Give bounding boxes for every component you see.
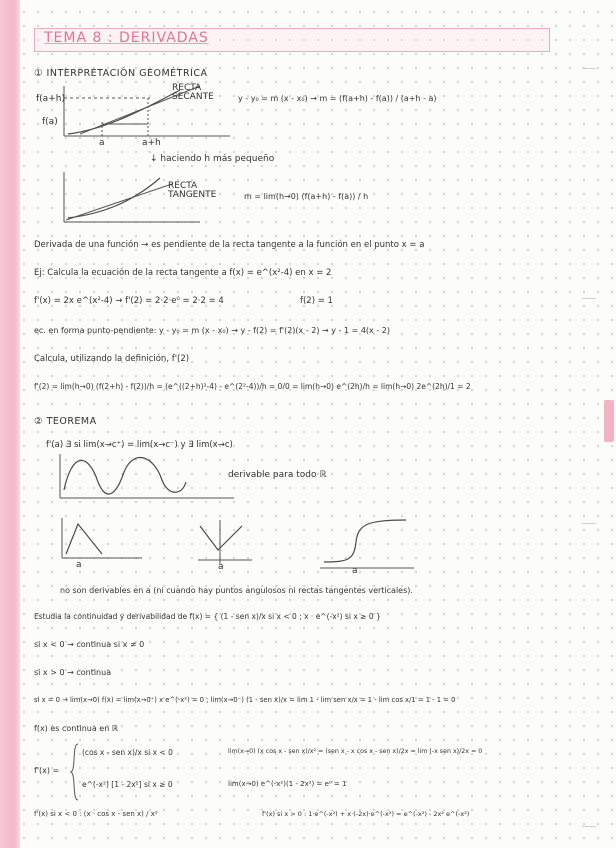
tick-a-vshape: a: [218, 562, 224, 572]
page-title: TEMA 8 : DERIVADAS: [44, 30, 209, 46]
vertical-tangent-graph: [318, 512, 418, 572]
label-fa: f(a): [42, 117, 58, 127]
example-definition-task: Calcula, utilizando la definición, f'(2): [34, 354, 190, 364]
smooth-function-graph: [58, 452, 238, 504]
corner-point-graph: [58, 514, 148, 568]
derivative-right-limit: lim(x→0) e^(-x²)(1 - 2x²) = e⁰ = 1: [228, 780, 347, 788]
v-shape-graph: [196, 518, 256, 568]
case-x-positive: si x > 0 → continua: [34, 668, 112, 677]
page-tab-marker: [604, 400, 614, 442]
limit-note: ↓ haciendo h más pequeño: [150, 154, 275, 164]
derivable-note: derivable para todo ℝ: [228, 470, 327, 480]
tick-a-plus-h: a+h: [142, 138, 161, 148]
theorem-statement: f'(a) ∃ si lim(x→c⁺) = lim(x→c⁻) y ∃ lim(x→c): [46, 440, 233, 450]
example-intro: Ej: Calcula la ecuación de la recta tangente a f(x) = e^(x²-4) en x = 2: [34, 268, 332, 278]
binder-hole-mark: [582, 298, 596, 299]
derivative-left-limit: lim(x→0) (x cos x - sen x)/x² = (sen x - x cos x - sen x)/2x = lim (-x sen x)/2x = 0: [228, 748, 483, 755]
case-x-zero: si x = 0 → lim(x→0) f(x) = lim(x→0⁺) x e^(-x²) = 0 ; lim(x→0⁻) (1 - sen x)/x = lim 1 - lim sen x/x = 1 - lim cos x/1 = 1 - 1 = 0: [34, 696, 456, 704]
tangent-label: RECTA TANGENTE: [168, 181, 217, 200]
section-2-title: ② TEOREMA: [34, 416, 97, 427]
example-limit-computation: f'(2) = lim(h→0) (f(2+h) - f(2))/h = (e^((2+h)²-4) - e^(2²-4))/h = 0/0 = lim(h→0) e^(2h)/h = lim(h→0) 2e^(2h)/1 = 2: [34, 382, 471, 391]
example-derivative: f'(x) = 2x e^(x²-4) → f'(2) = 2·2·e⁰ = 2·2 = 4: [34, 296, 224, 306]
tick-a-vertical: a: [352, 566, 358, 576]
secant-slope-equation: y - y₀ = m (x - x₀) → m = (f(a+h) - f(a)) / (a+h - a): [238, 94, 437, 103]
continuity-conclusion: f(x) es continua en ℝ: [34, 724, 119, 733]
derivative-label: f'(x) =: [34, 766, 60, 775]
pink-margin-strip: [0, 0, 20, 848]
tick-a: a: [99, 138, 105, 148]
non-derivable-note: no son derivables en a (ni cuando hay puntos angulosos ni rectas tangentes verticales).: [60, 586, 413, 595]
secant-label: RECTA SECANTE: [172, 83, 214, 102]
tangent-slope-equation: m = lim(h→0) (f(a+h) - f(a)) / h: [244, 192, 369, 201]
example-tangent-line: ec. en forma punto-pendiente: y - y₀ = m (x - x₀) → y - f(2) = f'(2)(x - 2) → y - 1 = 4(x - 2): [34, 326, 390, 335]
derivative-definition: Derivada de una función → es pendiente de la recta tangente a la función en el punto x = a: [34, 240, 425, 250]
binder-hole-mark: [582, 826, 596, 827]
example-f2: f(2) = 1: [300, 296, 333, 306]
binder-hole-mark: [582, 68, 596, 69]
label-fah: f(a+h): [36, 94, 65, 104]
final-derivative-right: f'(x) si x > 0 : 1·e^(-x²) + x·(-2x)·e^(-x²) = e^(-x²) - 2x² e^(-x²): [262, 810, 470, 818]
case-x-negative: si x < 0 → continua si x ≠ 0: [34, 640, 145, 649]
final-derivative-left: f'(x) si x < 0 : (x · cos x - sen x) / x²: [34, 810, 158, 818]
study-task: Estudia la continuidad y derivabilidad de f(x) = { (1 - sen x)/x si x < 0 ; x · e^(-x²) si x ≥ 0 }: [34, 612, 381, 621]
derivative-piece-1: (cos x - sen x)/x si x < 0: [82, 748, 173, 757]
piecewise-brace: [70, 742, 80, 802]
section-1-title: ① INTERPRETACIÓN GEOMÉTRICA: [34, 68, 208, 79]
derivative-piece-2: e^(-x²) [1 - 2x²] si x ≥ 0: [82, 780, 173, 789]
tick-a-corner: a: [76, 560, 82, 570]
binder-hole-mark: [582, 523, 596, 524]
